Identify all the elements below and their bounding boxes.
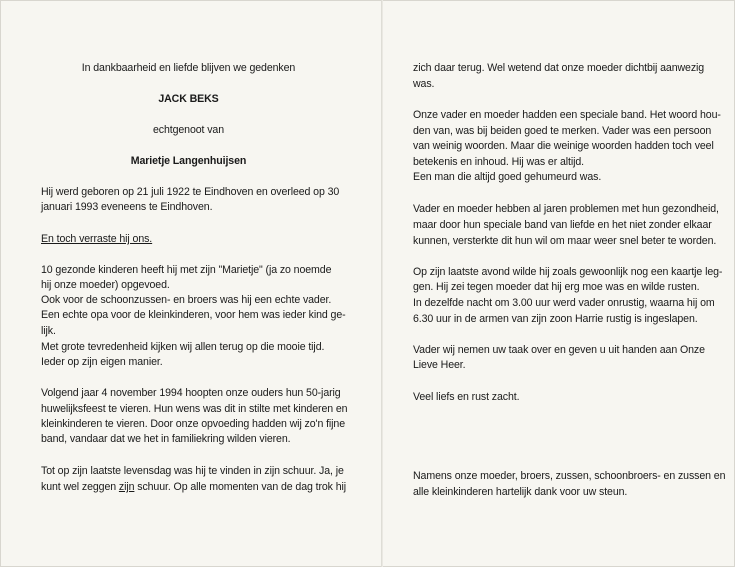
spouse-label: echtgenoot van bbox=[152, 124, 225, 136]
paragraph-line: lijk. bbox=[41, 325, 56, 337]
underlined-word: zijn bbox=[118, 481, 135, 493]
paragraph-line bbox=[41, 480, 346, 495]
paragraph-line: Tot op zijn laatste levensdag was hij te vinden in zijn schuur. Ja, je bbox=[41, 465, 344, 477]
paragraph-line: den van, was bij beiden goed te merken. Vader was een persoon bbox=[413, 125, 712, 137]
deceased-name: JACK BEKS bbox=[158, 93, 219, 105]
paragraph-line: kunnen, versterkte dit hun wil om maar weer snel beter te worden. bbox=[413, 235, 717, 247]
paragraph-line: 6.30 uur in de armen van zijn zoon Harrie rustig is ingeslapen. bbox=[413, 313, 698, 325]
paragraph-line: 10 gezonde kinderen heeft hij met zijn "Marietje" (ja zo noemde bbox=[41, 264, 332, 276]
paragraph-line: van weinig woorden. Maar die weinige woorden hadden toch veel bbox=[413, 140, 714, 152]
paragraph-line: Onze vader en moeder hadden een speciale band. Het woord hou- bbox=[413, 109, 721, 121]
birth-line-1: Hij werd geboren op 21 juli 1922 te Eindhoven en overleed op 30 bbox=[41, 186, 340, 198]
paragraph-line: betekenis en inhoud. Hij was er altijd. bbox=[413, 156, 584, 168]
paragraph-line: maar door hun speciale band van liefde en het niet zonder elkaar bbox=[413, 219, 712, 231]
paragraph-line: Vader en moeder hebben al jaren problemen met hun gezondheid, bbox=[413, 203, 719, 215]
paragraph-line: Een man die altijd goed gehumeurd was. bbox=[413, 171, 602, 183]
spouse-name: Marietje Langenhuijsen bbox=[130, 155, 247, 167]
text-run: kunt wel zeggen bbox=[41, 481, 119, 493]
paragraph-line: Met grote tevredenheid kijken wij allen terug op die mooie tijd. bbox=[41, 341, 325, 353]
birth-line-2: januari 1993 eveneens te Eindhoven. bbox=[41, 201, 213, 213]
text-run: schuur. Op alle momenten van de dag trok hij bbox=[134, 481, 347, 493]
thanks-line: alle kleinkinderen hartelijk dank voor uw steun. bbox=[413, 486, 628, 498]
paragraph-line: huwelijksfeest te vieren. Hun wens was dit in stilte met kinderen en bbox=[41, 403, 348, 415]
paragraph-line: hij onze moeder) opgevoed. bbox=[41, 279, 170, 291]
intro-line: In dankbaarheid en liefde blijven we gedenken bbox=[81, 62, 296, 74]
paragraph-line: Op zijn laatste avond wilde hij zoals gewoonlijk nog een kaartje leg- bbox=[413, 266, 723, 278]
paragraph-line: Lieve Heer. bbox=[413, 359, 466, 371]
farewell-line: Veel liefs en rust zacht. bbox=[413, 391, 520, 403]
paragraph-line: band, vandaar dat we het in familiekring wilden vieren. bbox=[41, 433, 291, 445]
paragraph-line: Een echte opa voor de kleinkinderen, voor hem was ieder kind ge- bbox=[41, 309, 346, 321]
paragraph-line: Volgend jaar 4 november 1994 hoopten onze ouders hun 50-jarig bbox=[41, 387, 341, 399]
paragraph-line: Ieder op zijn eigen manier. bbox=[41, 356, 163, 368]
paragraph-line: kleinkinderen te vieren. Door onze opvoeding hadden wij zo'n fijne bbox=[41, 418, 346, 430]
paragraph-line: Vader wij nemen uw taak over en geven u uit handen aan Onze bbox=[413, 344, 705, 356]
card-fold-line bbox=[381, 0, 383, 567]
paragraph-line: Ook voor de schoonzussen- en broers was hij een echte vader. bbox=[41, 294, 332, 306]
section-heading: En toch verraste hij ons. bbox=[41, 233, 153, 245]
paragraph-line: gen. Hij zei tegen moeder dat hij erg moe was en wilde rusten. bbox=[413, 281, 700, 293]
thanks-line: Namens onze moeder, broers, zussen, schoonbroers- en zussen en bbox=[413, 470, 726, 482]
paragraph-line: was. bbox=[413, 78, 435, 90]
paragraph-line: zich daar terug. Wel wetend dat onze moeder dichtbij aanwezig bbox=[413, 62, 705, 74]
paragraph-line: In dezelfde nacht om 3.00 uur werd vader onrustig, waarna hij om bbox=[413, 297, 715, 309]
